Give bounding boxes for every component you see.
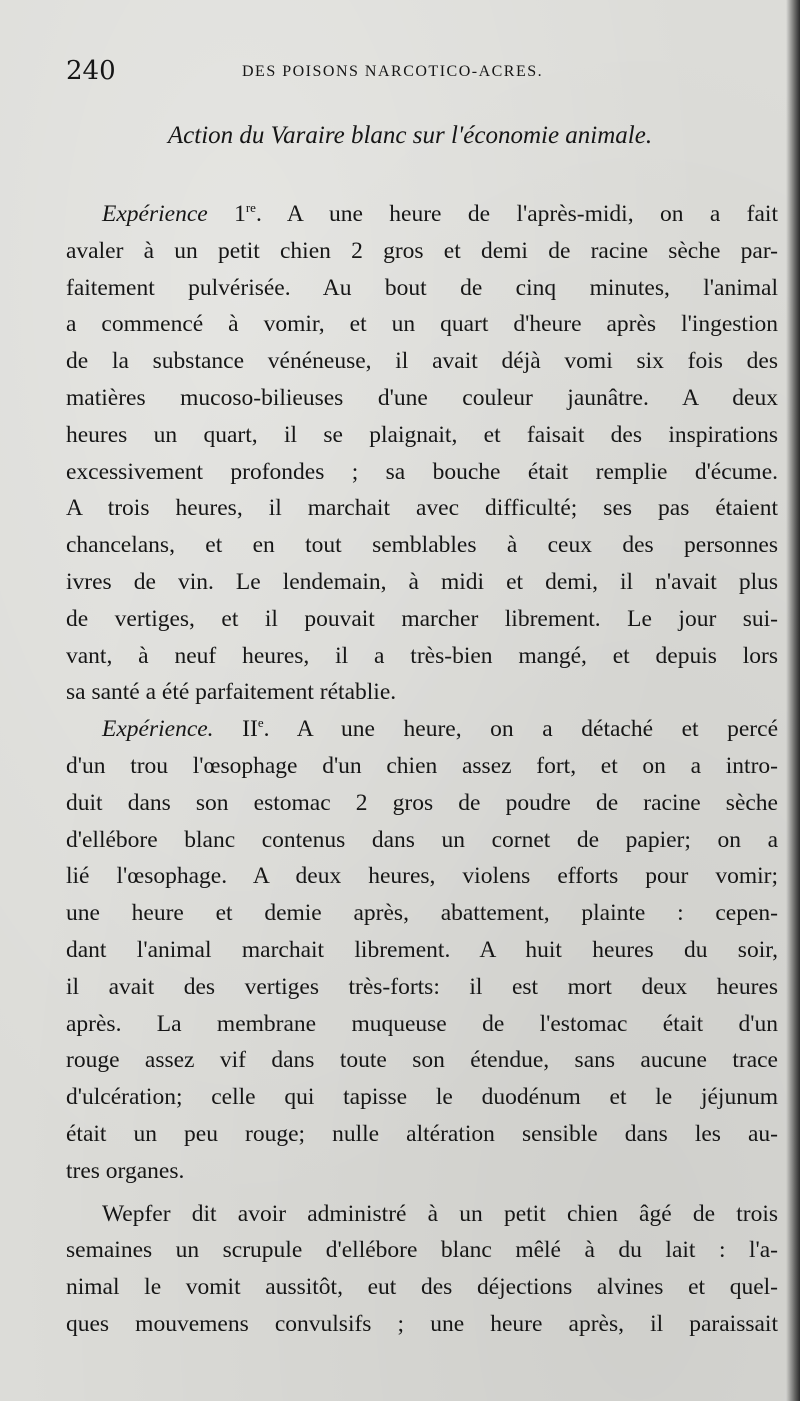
experience-suffix: e: [257, 715, 264, 731]
running-head: [66, 56, 746, 88]
experience-number: II: [242, 716, 258, 743]
paragraph-line: [66, 711, 778, 748]
paragraph-line: heures un quart, il se plaignait, et faisait des inspirations: [66, 421, 778, 448]
paragraph-line: A trois heures, il marchait avec difficulté; ses pas étaient: [66, 495, 778, 522]
paragraph-line: matières mucoso-bilieuses d'une couleur jaunâtre. A deux: [66, 384, 778, 411]
paragraph-line: après. La membrane muqueuse de l'estomac était d'un: [66, 1010, 778, 1037]
paragraph-line: avaler à un petit chien 2 gros et demi de racine sèche par-: [66, 237, 778, 264]
paragraph-line: une heure et demie après, abattement, plainte : cepen-: [66, 900, 778, 927]
running-title: DES POISONS NARCOTICO-ACRES.: [242, 63, 544, 80]
page-gutter-shadow: [786, 0, 800, 1401]
paragraph-line: Wepfer dit avoir administré à un petit chien âgé de trois: [102, 1200, 778, 1227]
paragraph-line: ivres de vin. Le lendemain, à midi et demi, il n'avait plus: [66, 568, 778, 595]
paragraph-line: de la substance vénéneuse, il avait déjà vomi six fois des: [66, 348, 778, 375]
line-text: . A une heure, on a détaché et percé: [263, 716, 778, 743]
paragraph-line: a commencé à vomir, et un quart d'heure après l'ingestion: [66, 311, 778, 338]
paragraph-line: ques mouvemens convulsifs ; une heure après, il paraissait: [66, 1310, 778, 1337]
paragraph-line: il avait des vertiges très-forts: il est mort deux heures: [66, 973, 778, 1000]
paragraph-line: de vertiges, et il pouvait marcher librement. Le jour sui-: [66, 605, 778, 632]
experience-label: Expérience.: [102, 716, 214, 743]
paragraph-line: vant, à neuf heures, il a très-bien mangé, et depuis lors: [66, 642, 778, 669]
experience-number: 1: [234, 201, 246, 227]
paragraph-line: d'ellébore blanc contenus dans un cornet de papier; on a: [66, 826, 778, 853]
section-title: Action du Varaire blanc sur l'économie animale.: [167, 122, 653, 149]
paragraph-line: était un peu rouge; nulle altération sensible dans les au-: [66, 1120, 778, 1147]
paragraph-line: faitement pulvérisée. Au bout de cinq minutes, l'animal: [66, 274, 778, 301]
page-number: 240: [66, 56, 116, 86]
paragraph-line: semaines un scrupule d'ellébore blanc mêlé à du lait : l'a-: [66, 1237, 778, 1264]
experience-label: Expérience: [102, 201, 208, 227]
paragraph-line: dant l'animal marchait librement. A huit heures du soir,: [66, 936, 778, 963]
paragraph-line: nimal le vomit aussitôt, eut des déjections alvines et quel-: [66, 1274, 778, 1301]
paragraph-line: [66, 196, 778, 233]
paragraph-line: sa santé a été parfaitement rétablie.: [66, 679, 397, 706]
paragraph-line: chancelans, et en tout semblables à ceux des personnes: [66, 532, 778, 559]
paragraph-line: lié l'œsophage. A deux heures, violens efforts pour vomir;: [66, 863, 778, 890]
line-text: . A une heure de l'après-midi, on a fait: [255, 201, 778, 227]
paragraph-line: duit dans son estomac 2 gros de poudre de racine sèche: [66, 789, 778, 816]
experience-suffix: re: [245, 200, 256, 215]
paragraph-line: tres organes.: [66, 1157, 185, 1184]
paragraph-line: rouge assez vif dans toute son étendue, sans aucune trace: [66, 1047, 778, 1074]
paragraph-line: d'un trou l'œsophage d'un chien assez fort, et on a intro-: [66, 752, 778, 779]
paragraph-line: excessivement profondes ; sa bouche était remplie d'écume.: [66, 458, 778, 485]
paragraph-line: d'ulcération; celle qui tapisse le duodénum et le jéjunum: [66, 1084, 778, 1111]
body-text: [66, 196, 778, 1343]
